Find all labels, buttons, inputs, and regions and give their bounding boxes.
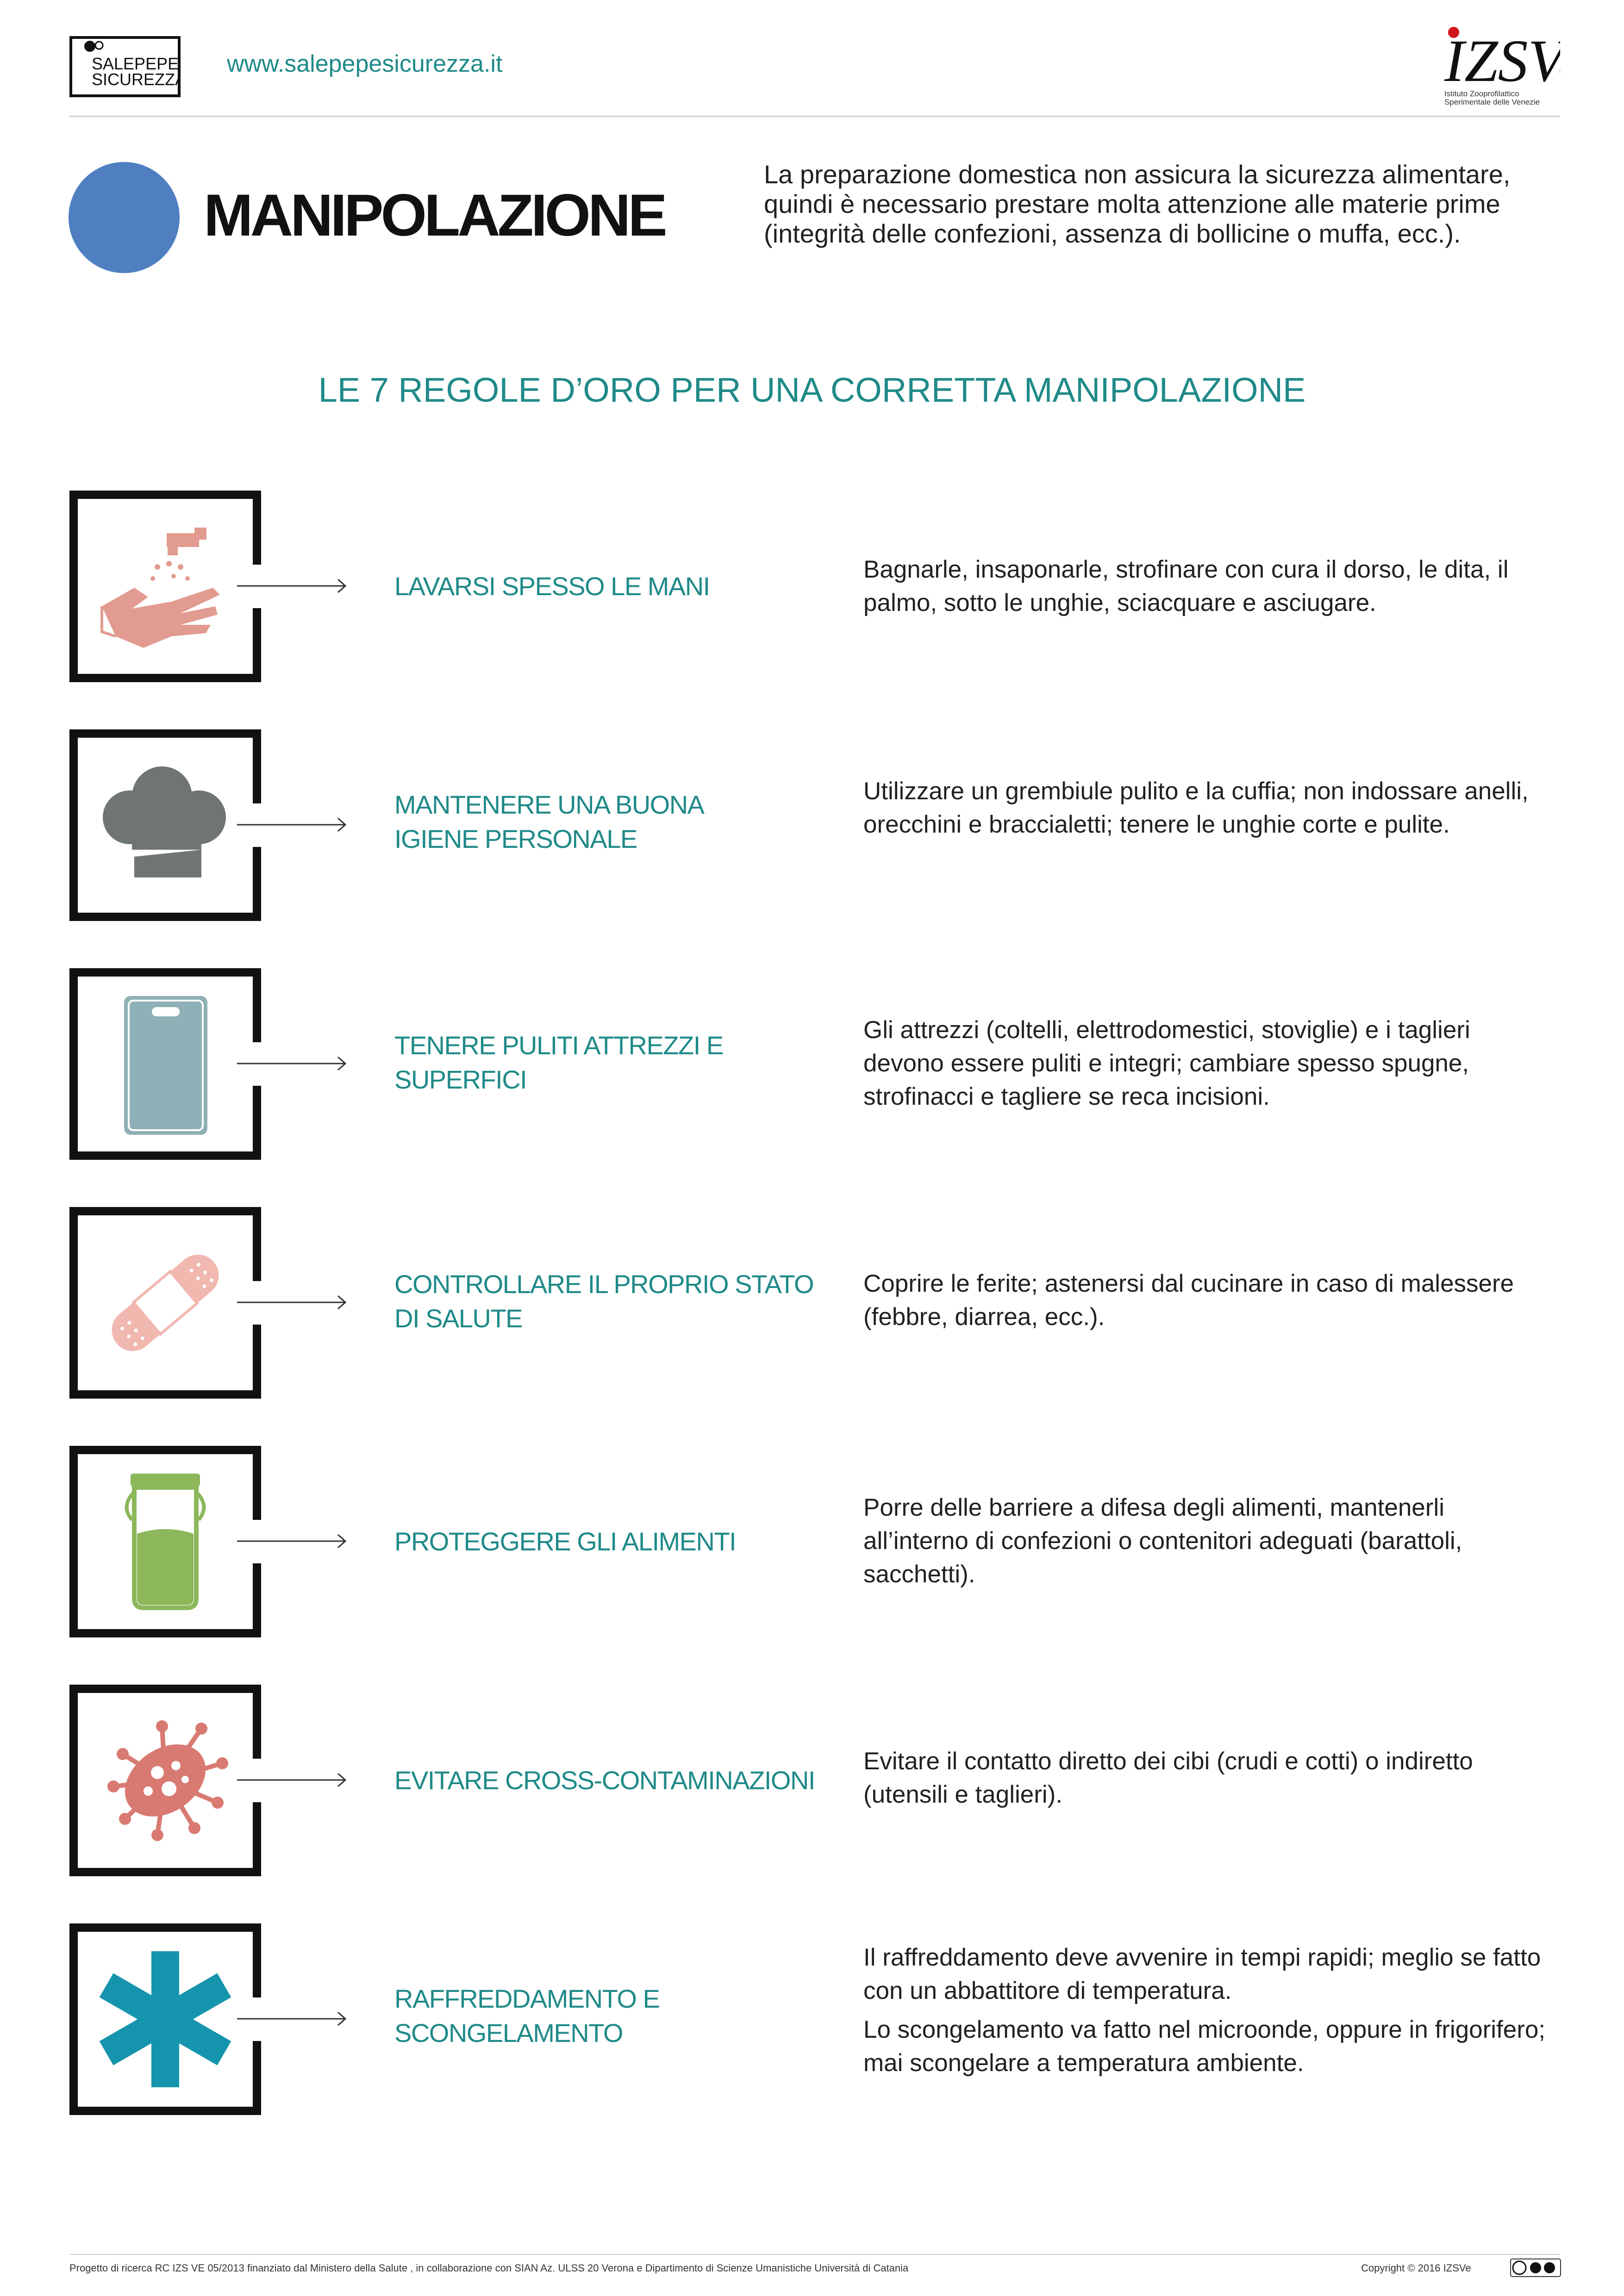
izs-line2: Sperimentale delle Venezie [1444,98,1540,106]
section-subtitle: LE 7 REGOLE D’ORO PER UNA CORRETTA MANIPOLAZIONE [318,371,1306,409]
rule-description: Utilizzare un grembiule pulito e la cuffia; non indossare anelli, orecchini e braccialetti; tenere le unghie corte e pulite. [863,778,1529,838]
site-url-link[interactable]: www.salepepesicurezza.it [227,50,503,77]
rule-description: Porre delle barriere a difesa degli alimenti, mantenerli all’interno di confezioni o contenitori adeguati (barattoli, sacchetti). [863,1494,1462,1588]
arrow-icon [237,1054,348,1073]
footer-copyright: Copyright © 2016 IZSVe [1361,2262,1471,2274]
rule-item [0,1685,1624,1879]
title-circle [69,162,180,273]
bandage-icon [88,1226,243,1380]
rule-description [863,1941,1549,2085]
germ-icon [88,1703,243,1858]
logo-line1: SALEPEPE [92,54,179,73]
icon-frame [69,1207,261,1399]
izsve-logo [1440,23,1560,106]
icon-frame [69,968,261,1160]
rule-title: CONTROLLARE IL PROPRIO STATO DI SALUTE [394,1269,813,1333]
rule-item [0,1207,1624,1401]
footer-divider [69,2254,1560,2255]
rule-description: Coprire le ferite; astenersi dal cucinare in caso di malessere (febbre, diarrea, ecc.). [863,1270,1514,1331]
rule-item [0,491,1624,685]
arrow-icon [237,1532,348,1550]
logo-line2: SICUREZZA [92,70,181,89]
izs-brand: IZSV [1444,28,1558,94]
rule-title: LAVARSI SPESSO LE MANI [394,572,710,601]
icon-frame [69,491,261,682]
rule-title: MANTENERE UNA BUONA IGIENE PERSONALE [394,790,703,853]
arrow-icon [237,577,348,595]
creative-commons-icon [1510,2259,1561,2277]
header-divider [69,116,1560,117]
chef-hat-icon [88,748,243,902]
icon-frame [69,1446,261,1637]
page-title: MANIPOLAZIONE [204,182,665,249]
icon-frame [69,1923,261,2115]
rule-item [0,1923,1624,2118]
arrow-icon [237,1771,348,1789]
rule-description: Bagnarle, insaponarle, strofinare con cura il dorso, le dita, il palmo, sotto le unghie, sciacquare e asciugare. [863,556,1509,616]
izs-line1: Istituto Zooprofilattico [1444,89,1519,98]
hand-washing-icon [88,509,243,664]
rule-description: Gli attrezzi (coltelli, elettrodomestici, stoviglie) e i taglieri devono essere puliti e integri; cambiare spesso spugne, strofinacci e tagliere se reca incisioni. [863,1016,1470,1110]
footer-credits: Progetto di ricerca RC IZS VE 05/2013 finanziato dal Ministero della Salute , in collaborazione con SIAN Az. ULSS 20 Verona e Dipartimento di Scienze Umanistiche Università di Catania [69,2262,909,2274]
rule-description-part1: Il raffreddamento deve avvenire in tempi rapidi; meglio se fatto con un abbattitore di temperatura. [863,1944,1541,2004]
arrow-icon [237,2010,348,2028]
cutting-board-icon [88,987,243,1141]
snowflake-icon [88,1942,243,2097]
rule-title: PROTEGGERE GLI ALIMENTI [394,1527,736,1556]
rule-item [0,729,1624,924]
intro-text: La preparazione domestica non assicura la sicurezza alimentare, quindi è necessario prestare molta attenzione alle materie prime (integrità delle confezioni, assenza di bollicine o muffa, ecc.). [764,160,1511,248]
icon-frame [69,1685,261,1876]
arrow-icon [237,1293,348,1312]
food-jar-icon [88,1464,243,1619]
icon-frame [69,729,261,921]
arrow-icon [237,815,348,834]
rule-title: EVITARE CROSS-CONTAMINAZIONI [394,1766,815,1795]
rule-description: Evitare il contatto diretto dei cibi (crudi e cotti) o indiretto (utensili e taglieri). [863,1748,1473,1808]
rule-title: RAFFREDDAMENTO E SCONGELAMENTO [394,1984,660,2047]
rule-item [0,1446,1624,1640]
rule-title: TENERE PULITI ATTREZZI E SUPERFICI [394,1031,723,1094]
salepepe-logo [69,36,181,97]
rule-item [0,968,1624,1163]
rule-description-part2: Lo scongelamento va fatto nel microonde, oppure in frigorifero; mai scongelare a temperatura ambiente. [863,2016,1546,2077]
